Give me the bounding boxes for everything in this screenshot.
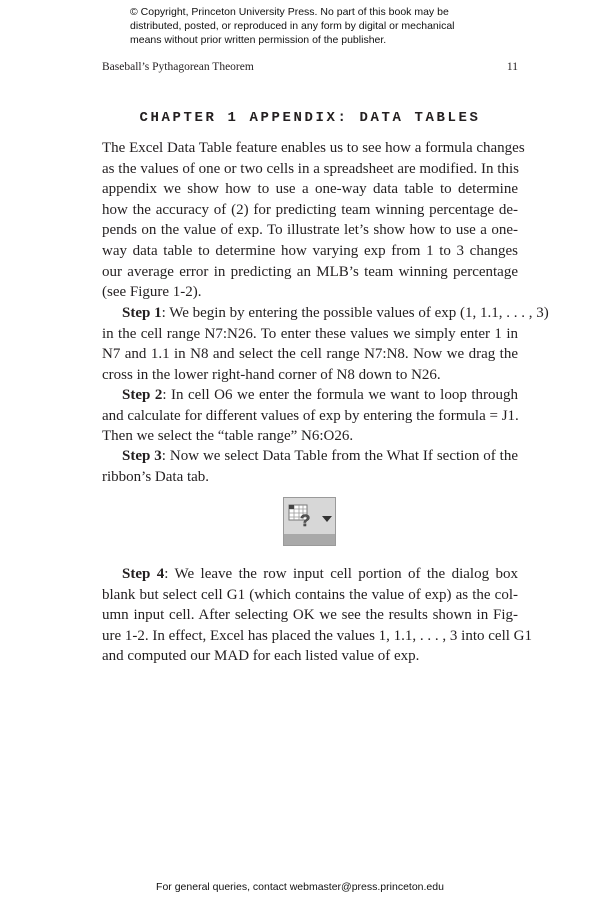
- step-3-label: Step 3: [122, 448, 162, 464]
- step-4-line: umn input cell. After selecting OK we see the results shown in Fig-: [102, 607, 518, 624]
- step-1-text: : We begin by entering the possible values of exp (1, 1.1, . . . , 3): [161, 305, 549, 321]
- intro-line: how the accuracy of (2) for predicting team winning percentage de-: [102, 201, 518, 218]
- svg-text:?: ?: [300, 511, 311, 530]
- step-3-text: : Now we select Data Table from the What If section of the: [161, 448, 518, 464]
- step-1-line: N7 and 1.1 in N8 and select the cell range N7:N8. Now we drag the: [102, 346, 518, 363]
- step-1-line: in the cell range N7:N26. To enter these values we simply enter 1 in: [102, 325, 518, 342]
- data-table-grid-icon: [284, 498, 335, 534]
- step-1-line: cross in the lower right-hand corner of N8 down to N26.: [102, 366, 441, 383]
- intro-line: way data table to determine how varying exp from 1 to 3 changes: [102, 242, 518, 259]
- step-4-line: ure 1-2. In effect, Excel has placed the values 1, 1.1, . . . , 3 into cell G1: [102, 627, 532, 644]
- intro-line: appendix we show how to use a one-way data table to determine: [102, 181, 518, 198]
- step-4-text: : We leave the row input cell portion of the dialog box: [164, 566, 518, 582]
- step-3-line: [102, 446, 518, 467]
- step-2-line: [102, 385, 518, 406]
- step-2-line: and calculate for different values of exp by entering the formula = J1.: [102, 407, 519, 424]
- intro-line: The Excel Data Table feature enables us to see how a formula changes: [102, 140, 525, 156]
- icon-label-bar: [284, 534, 335, 545]
- step-4-label: Step 4: [122, 566, 165, 582]
- running-head-title: Baseball’s Pythagorean Theorem: [102, 61, 254, 73]
- step-2-line: Then we select the “table range” N6:O26.: [102, 428, 354, 445]
- chapter-heading: CHAPTER 1 APPENDIX: DATA TABLES: [139, 110, 481, 126]
- step-3-paragraph: [102, 446, 518, 487]
- step-1-line: [102, 303, 549, 324]
- page-number: 11: [506, 61, 518, 73]
- intro-paragraph: [102, 138, 525, 303]
- intro-line: (see Figure 1-2).: [102, 284, 202, 301]
- copyright-line-2: distributed, posted, or reproduced in any form by digital or mechanical: [130, 20, 455, 32]
- step-2-label: Step 2: [122, 387, 163, 403]
- copyright-notice: [130, 5, 490, 47]
- step-3-line: ribbon’s Data tab.: [102, 468, 210, 485]
- what-if-analysis-data-table-icon: [283, 497, 336, 546]
- step-4-line: [102, 564, 518, 585]
- step-1-label: Step 1: [122, 305, 162, 321]
- step-4-line: blank but select cell G1 (which contains the value of exp) as the col-: [102, 586, 518, 603]
- step-2-paragraph: [102, 385, 518, 447]
- step-4-line: and computed our MAD for each listed value of exp.: [102, 648, 420, 665]
- step-1-paragraph: [102, 303, 549, 385]
- intro-line: our average error in predicting an MLB’s team winning percentage: [102, 263, 518, 280]
- step-4-paragraph: [102, 564, 532, 667]
- step-2-text: : In cell O6 we enter the formula we want to loop through: [162, 387, 518, 403]
- intro-line: as the values of one or two cells in a spreadsheet are modified. In this: [102, 160, 519, 177]
- intro-line: pends on the value of exp. To illustrate let’s show how to use a one-: [102, 222, 518, 239]
- footer-contact: For general queries, contact webmaster@press.princeton.edu: [156, 881, 444, 893]
- copyright-line-3: means without prior written permission of the publisher.: [130, 34, 387, 46]
- copyright-line-1: © Copyright, Princeton University Press. No part of this book may be: [130, 6, 449, 18]
